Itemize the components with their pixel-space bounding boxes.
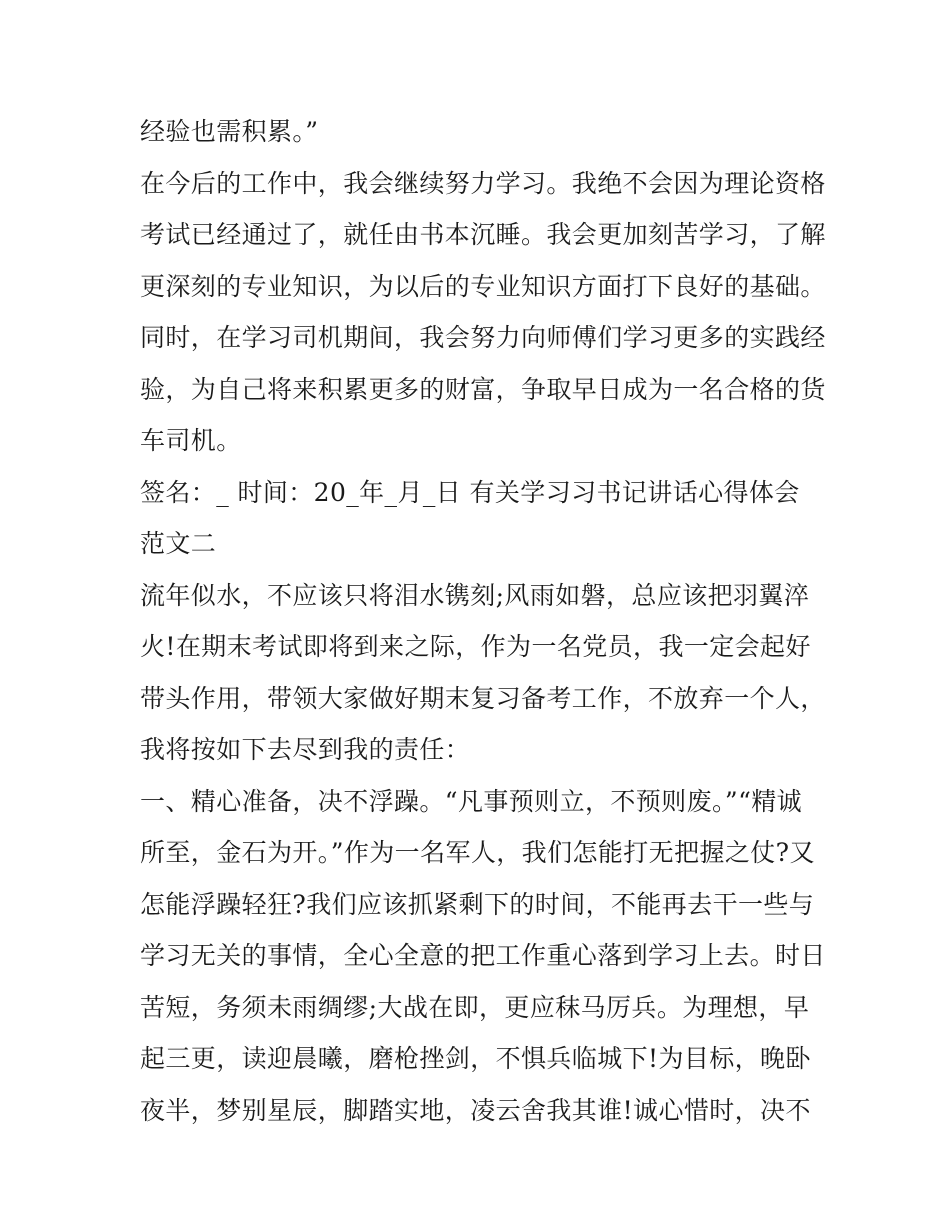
text-line: 我将按如下去尽到我的责任： bbox=[140, 735, 471, 764]
text-line: 学习无关的事情，全心全意的把工作重心落到学习上去。时日 bbox=[140, 941, 826, 970]
text-line: 夜半，梦别星辰，脚踏实地，凌云舍我其谁!诚心惜时，决不 bbox=[140, 1095, 811, 1125]
text-line: 带头作用，带领大家做好期末复习备考工作，不放弃一个人， bbox=[140, 683, 826, 713]
text-line: 在今后的工作中，我会继续努力学习。我绝不会因为理论资格 bbox=[140, 168, 826, 198]
signature-line: 签名：_ 时间：20_年_月_日 有关学习习书记讲话心得体会 bbox=[140, 477, 800, 507]
text-line: 苦短，务须未雨绸缪;大战在即，更应秣马厉兵。为理想，早 bbox=[140, 992, 810, 1022]
text-line: 怎能浮躁轻狂?我们应该抓紧剩下的时间，不能再去干一些与 bbox=[140, 889, 815, 919]
text-line: 同时，在学习司机期间，我会努力向师傅们学习更多的实践经 bbox=[140, 323, 826, 352]
text-line: 所至，金石为开。”作为一名军人，我们怎能打无把握之仗?又 bbox=[140, 838, 815, 867]
text-line: 更深刻的专业知识，为以后的专业知识方面打下良好的基础。 bbox=[140, 271, 826, 301]
text-line: 验，为自己将来积累更多的财富，争取早日成为一名合格的货 bbox=[140, 374, 826, 404]
text-line: 火!在期末考试即将到来之际，作为一名党员，我一定会起好 bbox=[140, 632, 811, 661]
text-line: 车司机。 bbox=[140, 426, 242, 455]
text-line: 经验也需积累。” bbox=[140, 117, 319, 146]
body-text bbox=[140, 106, 830, 1136]
text-line: 一、精心准备，决不浮躁。“凡事预则立，不预则废。”“精诚 bbox=[140, 786, 803, 816]
section-title: 范文二 bbox=[140, 529, 217, 558]
text-line: 考试已经通过了，就任由书本沉睡。我会更加刻苦学习，了解 bbox=[140, 220, 826, 249]
text-line: 起三更，读迎晨曦，磨枪挫剑，不惧兵临城下!为目标，晚卧 bbox=[140, 1044, 811, 1073]
text-line: 流年似水，不应该只将泪水镌刻;风雨如磐，总应该把羽翼淬 bbox=[140, 580, 810, 610]
